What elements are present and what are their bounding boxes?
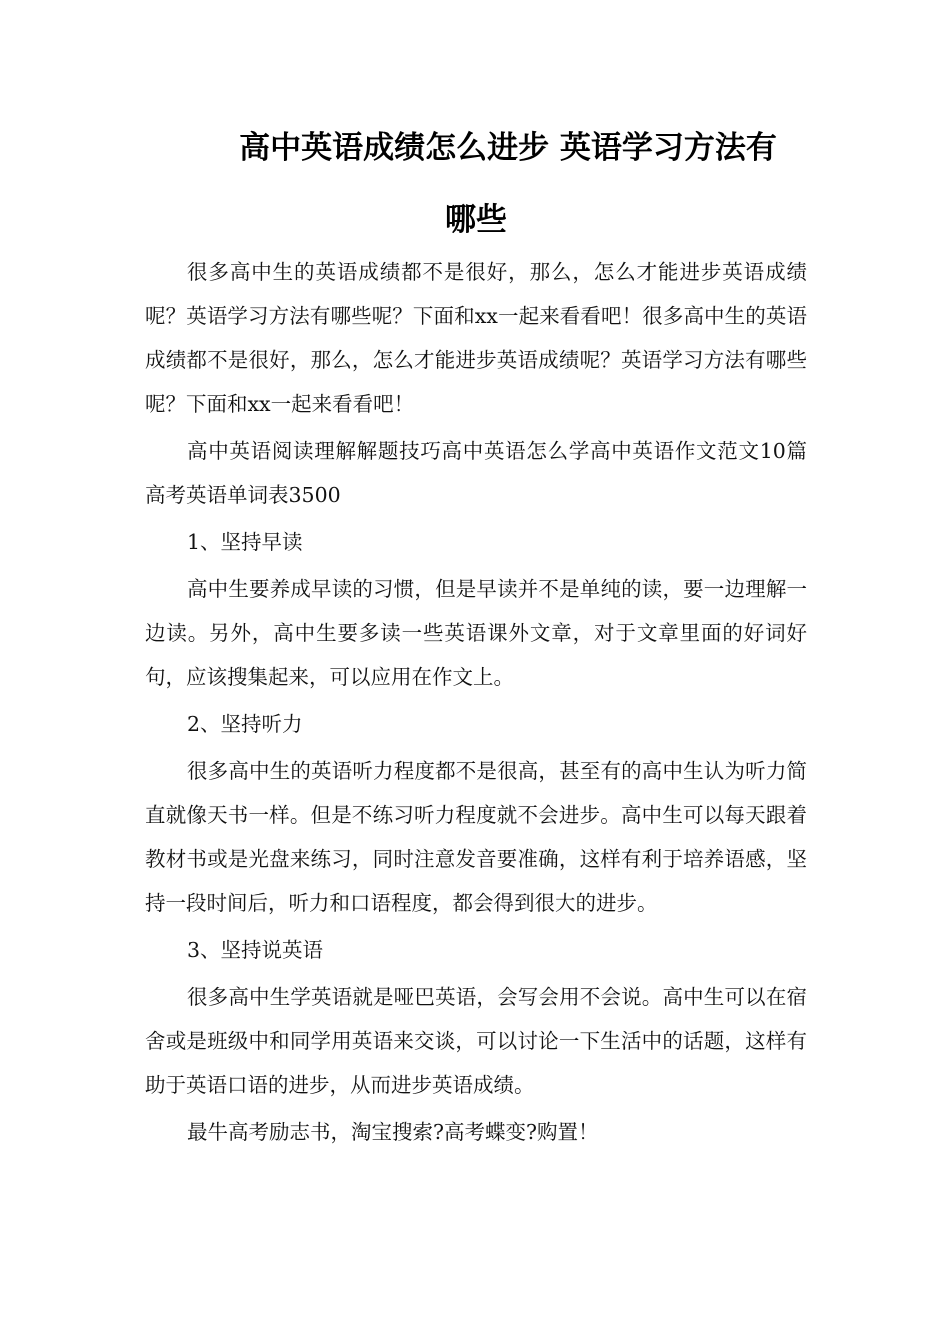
paragraph-related-links: 高中英语阅读理解解题技巧高中英语怎么学高中英语作文范文10篇高考英语单词表3500 [145,439,807,507]
document-title [145,112,807,256]
document-body [145,250,807,1157]
paragraph-listening: 很多高中生的英语听力程度都不是很高，甚至有的高中生认为听力简直就像天书一样。但是不练习听力程度就不会进步。高中生可以每天跟着教材书或是光盘来练习，同时注意发音要准确，这样有利于培养语感，坚持一段时间后，听力和口语程度，都会得到很大的进步。 [145,759,807,915]
paragraph-morning-reading: 高中生要养成早读的习惯，但是早读并不是单纯的读，要一边理解一边读。另外，高中生要多读一些英语课外文章，对于文章里面的好词好句，应该搜集起来，可以应用在作文上。 [145,577,807,689]
section-heading-1: 1、坚持早读 [187,530,303,554]
paragraph-speaking: 很多高中生学英语就是哑巴英语，会写会用不会说。高中生可以在宿舍或是班级中和同学用英语来交谈，可以讨论一下生活中的话题，这样有助于英语口语的进步，从而进步英语成绩。 [145,985,807,1097]
section-heading-2: 2、坚持听力 [187,712,303,736]
title-line-1: 高中英语成绩怎么进步 英语学习方法有 [239,130,777,166]
paragraph-closing: 最牛高考励志书，淘宝搜索?高考蝶变?购置！ [187,1120,599,1144]
paragraph-intro: 很多高中生的英语成绩都不是很好，那么，怎么才能进步英语成绩呢？英语学习方法有哪些呢？下面和xx一起来看看吧！很多高中生的英语成绩都不是很好，那么，怎么才能进步英语成绩呢？英语学习方法有哪些呢？下面和xx一起来看看吧！ [145,260,807,416]
title-line-2: 哪些 [445,202,507,238]
section-heading-3: 3、坚持说英语 [187,938,324,962]
